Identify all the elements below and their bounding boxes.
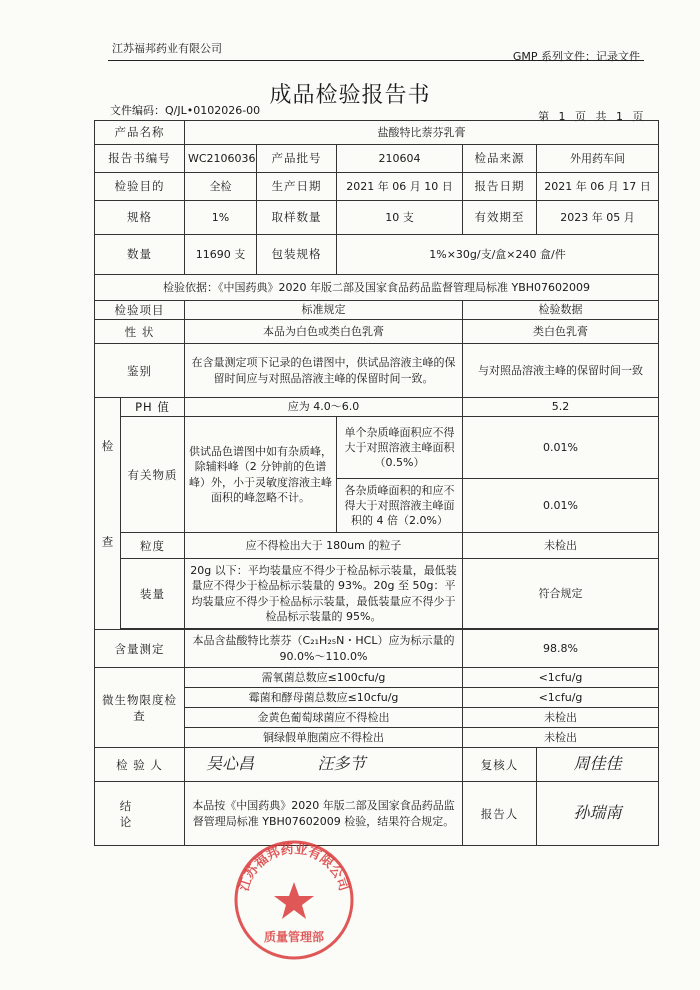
- appearance-label: 性 状: [95, 320, 185, 344]
- ph-result: 5.2: [463, 398, 659, 417]
- assay-standard: 本品含盐酸特比萘芬（C₂₁H₂₅N・HCL）应为标示量的 90.0%～110.0%: [185, 630, 463, 668]
- report-no-label: 报告书编号: [95, 145, 185, 173]
- row-related-1: [95, 417, 659, 479]
- row-column-headers: [95, 301, 659, 320]
- identification-standard: 在含量测定项下记录的色谱图中，供试品溶液主峰的保留时间应与对照品溶液主峰的保留时间一致。: [185, 344, 463, 398]
- particle-result: 未检出: [463, 533, 659, 559]
- col-result-header: 检验数据: [463, 301, 659, 320]
- purpose-value: 全检: [185, 173, 257, 201]
- particle-standard: 应不得检出大于 180um 的粒子: [185, 533, 463, 559]
- row-quantity: [95, 235, 659, 275]
- assay-result: 98.8%: [463, 630, 659, 668]
- source-value: 外用药车间: [537, 145, 659, 173]
- row-assay: [95, 630, 659, 668]
- micro-standard-1: 需氧菌总数应≤100cfu/g: [185, 668, 463, 688]
- reporter-signature: [537, 782, 659, 846]
- micro-standard-3: 金黄色葡萄球菌应不得检出: [185, 708, 463, 728]
- quantity-value: 11690 支: [185, 235, 257, 275]
- conclusion-text: 本品按《中国药典》2020 年版二部及国家食品药品监督管理局标准 YBH07602009 检验，结果符合规定。: [185, 782, 463, 846]
- packing-value: 1%×30g/支/盒×240 盒/件: [337, 235, 659, 275]
- purpose-label: 检验目的: [95, 173, 185, 201]
- spec-label: 规格: [95, 201, 185, 235]
- reviewer-signature-text: 周佳佳: [573, 754, 622, 774]
- identification-result: 与对照品溶液主峰的保留时间一致: [463, 344, 659, 398]
- identification-label: 鉴别: [95, 344, 185, 398]
- particle-label: 粒度: [121, 533, 185, 559]
- stamp-star-icon: [274, 882, 314, 919]
- reviewer-label: 复核人: [463, 748, 537, 782]
- micro-result-3: 未检出: [463, 708, 659, 728]
- gmp-label: GMP 系列文件：记录文件: [512, 50, 640, 63]
- micro-result-1: <1cfu/g: [463, 668, 659, 688]
- related-standard-1: 单个杂质峰面积应不得大于对照溶液主峰面积（0.5%）: [337, 417, 463, 479]
- company-name: 江苏福邦药业有限公司: [112, 42, 222, 55]
- row-ph: [95, 398, 659, 417]
- row-inspector: [95, 748, 659, 782]
- file-number: 文件编码：Q/JL•0102026-00: [110, 104, 261, 117]
- basis-text: 检验依据：《中国药典》2020 年版二部及国家食品药品监督管理局标准 YBH07602009: [95, 275, 659, 301]
- related-result-1: 0.01%: [463, 417, 659, 479]
- micro-result-2: <1cfu/g: [463, 688, 659, 708]
- row-spec: [95, 201, 659, 235]
- prod-date-label: 生产日期: [257, 173, 337, 201]
- micro-result-4: 未检出: [463, 728, 659, 748]
- assay-label: 含量测定: [95, 630, 185, 668]
- row-fill: [95, 559, 659, 629]
- reporter-label: 报告人: [463, 782, 537, 846]
- packing-label: 包装规格: [257, 235, 337, 275]
- stamp-arc-text: 江苏福邦药业有限公司: [236, 842, 352, 893]
- inspector-label: 检 验 人: [95, 748, 185, 782]
- stamp-ring: [236, 842, 352, 958]
- ph-label: PH 值: [121, 398, 185, 417]
- sample-qty-value: 10 支: [337, 201, 463, 235]
- stamp-dept-text: 质量管理部: [263, 930, 325, 944]
- fill-result: 符合规定: [463, 559, 659, 629]
- inspector-signatures: [185, 748, 463, 782]
- row-basis: [95, 275, 659, 301]
- row-product-name: [95, 121, 659, 145]
- header-divider: [108, 60, 644, 61]
- product-name-value: 盐酸特比萘芬乳膏: [185, 121, 659, 145]
- expiry-label: 有效期至: [463, 201, 537, 235]
- report-table: [94, 120, 659, 846]
- conclusion-label: 结 论: [95, 782, 185, 846]
- page-indicator: 第 1 页 共 1 页: [538, 110, 644, 123]
- fill-standard: 20g 以下：平均装量应不得少于检品标示装量，最低装量应不得少于检品标示装量的 93%。20g 至 50g：平均装量应不得少于检品标示装量，最低装量应不得少于检品标示装量的 95%。: [185, 559, 463, 629]
- row-micro-1: [95, 668, 659, 688]
- micro-standard-4: 铜绿假单胞菌应不得检出: [185, 728, 463, 748]
- report-date-label: 报告日期: [463, 173, 537, 201]
- row-report-no: [95, 145, 659, 173]
- ph-standard: 应为 4.0～6.0: [185, 398, 463, 417]
- batch-value: 210604: [337, 145, 463, 173]
- inspector-signature-2: 汪多节: [317, 754, 366, 774]
- sample-qty-label: 取样数量: [257, 201, 337, 235]
- col-item-header: 检验项目: [95, 301, 185, 320]
- row-conclusion: [95, 782, 659, 846]
- report-title: 成品检验报告书: [269, 83, 431, 108]
- batch-label: 产品批号: [257, 145, 337, 173]
- appearance-standard: 本品为白色或类白色乳膏: [185, 320, 463, 344]
- col-standard-header: 标准规定: [185, 301, 463, 320]
- row-purpose: [95, 173, 659, 201]
- row-appearance: [95, 320, 659, 344]
- spec-value: 1%: [185, 201, 257, 235]
- fill-label: 装量: [121, 559, 185, 629]
- source-label: 检品来源: [463, 145, 537, 173]
- appearance-result: 类白色乳膏: [463, 320, 659, 344]
- product-name-label: 产品名称: [95, 121, 185, 145]
- check-group-label: 检 查: [95, 398, 121, 630]
- row-identification: [95, 344, 659, 398]
- quality-stamp: [232, 838, 356, 962]
- report-no-value: WC2106036: [185, 145, 257, 173]
- prod-date-value: 2021 年 06 月 10 日: [337, 173, 463, 201]
- related-standard-2: 各杂质峰面积的和应不得大于对照溶液主峰面积的 4 倍（2.0%）: [337, 479, 463, 533]
- related-result-2: 0.01%: [463, 479, 659, 533]
- micro-standard-2: 霉菌和酵母菌总数应≤10cfu/g: [185, 688, 463, 708]
- micro-label: 微生物限度检查: [95, 668, 185, 748]
- related-label: 有关物质: [121, 417, 185, 533]
- related-standard-main: 供试品色谱图中如有杂质峰，除辅料峰（2 分钟前的色谱峰）外，小于灵敏度溶液主峰面积的峰忽略不计。: [185, 417, 337, 533]
- quantity-label: 数量: [95, 235, 185, 275]
- reporter-signature-text: 孙瑞南: [573, 803, 622, 823]
- expiry-value: 2023 年 05 月: [537, 201, 659, 235]
- inspector-signature-1: 吴心昌: [206, 754, 255, 774]
- row-particle: [95, 533, 659, 559]
- reviewer-signature: [537, 748, 659, 782]
- report-date-value: 2021 年 06 月 17 日: [537, 173, 659, 201]
